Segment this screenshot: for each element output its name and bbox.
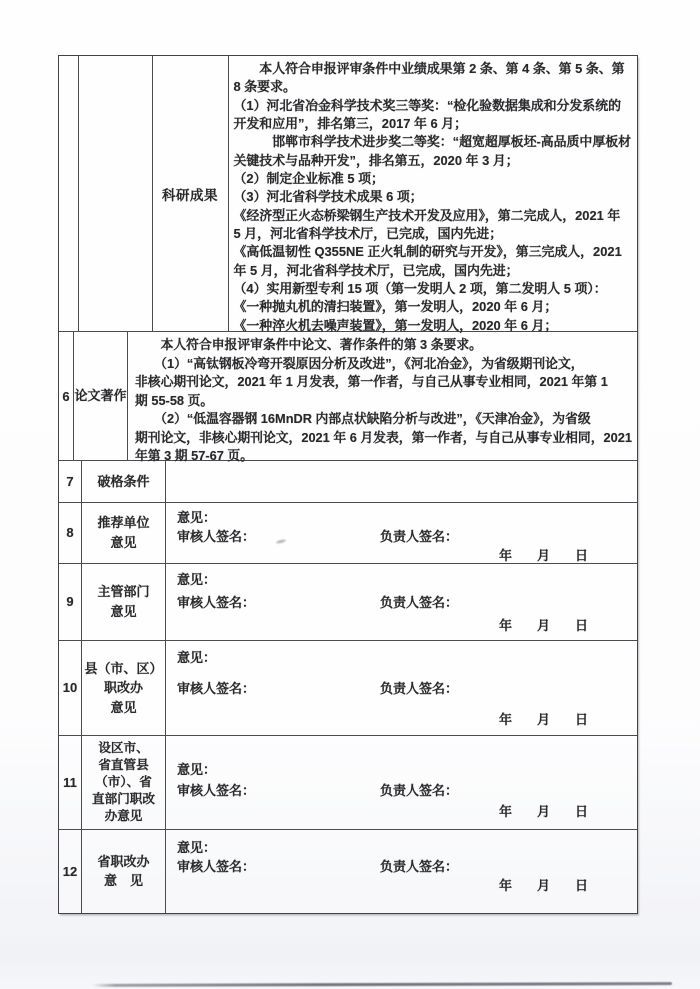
papers-row (59, 332, 637, 464)
text-line: 直部门职改 (92, 792, 155, 807)
text-line: （2）“低温容器钢 16MnDR 内部点状缺陷分析与改进”，《天津冶金》，为省级 (134, 411, 591, 427)
recommending-unit-opinion-content (166, 503, 637, 563)
responsible-signature-label: 负责人签名： (380, 783, 459, 799)
reviewer-signature-label: 审核人签名： (177, 594, 256, 610)
responsible-signature-label: 负责人签名： (380, 528, 459, 544)
opinion-label: 意见： (177, 571, 217, 587)
reviewer-signature-label: 审核人签名： (177, 783, 256, 799)
text-line: 《一种淬火机去噪声装置》，第一发明人，2020 年 6 月； (233, 317, 558, 333)
signature-line (166, 780, 637, 799)
date-day-label: 日 (574, 712, 588, 728)
date-day-label: 日 (574, 547, 588, 563)
date-day-label: 日 (574, 617, 588, 633)
text-line: （3）河北省科学技术成果 6 项； (233, 189, 423, 205)
text-line: （市）、省 (95, 775, 152, 790)
text-line: 职改办 (103, 680, 143, 696)
papers-content (128, 332, 637, 464)
provincial-office-opinion-row (59, 830, 637, 913)
text-line: 《高低温韧性 Q355NE 正火轧制的研究与开发》，第三完成人，2021 (233, 244, 622, 260)
row-number-cell: 10 (59, 641, 82, 736)
text-line: 8 条要求。 (233, 79, 296, 95)
date-month-label: 月 (536, 712, 550, 728)
text-line: 办意见 (104, 809, 143, 824)
text-line: 《经济型正火态桥梁钢生产技术开发及应用》，第二完成人，2021 年 (233, 207, 621, 223)
research-achievements-content (229, 56, 637, 331)
text-line: 省职改办 (97, 853, 150, 869)
text-line: 推荐单位 (97, 515, 150, 531)
reviewer-signature-label: 审核人签名： (177, 528, 256, 544)
date-day-label: 日 (574, 877, 588, 893)
date-line (166, 875, 637, 894)
row-number-cell: 9 (59, 564, 82, 640)
text-line: 年 5 月，河北省科学技术厅，已完成，国内先进； (233, 262, 519, 278)
signature-line (166, 856, 637, 875)
text-line: 关键技术与品种开发”，排名第五，2020 年 3 月； (233, 152, 519, 168)
text-line: 县（市、区） (84, 660, 163, 676)
county-office-opinion-content (166, 641, 637, 736)
date-year-label: 年 (498, 803, 512, 819)
text-line: （1）“高钛钢板冷弯开裂原因分析及改进”，《河北冶金》，为省级期刊论文， (134, 355, 584, 371)
text-line: 本人符合申报评审条件中论文、著作条件的第 3 条要求。 (134, 337, 482, 352)
text-line: 邯郸市科学技术进步奖二等奖：“超宽超厚板坯-高品质中厚板材 (233, 134, 631, 150)
empty-subcategory-cell (79, 56, 152, 331)
text-line: 意见 (110, 603, 137, 619)
city-province-office-opinion-label (82, 736, 166, 829)
recommending-unit-opinion-row (59, 503, 637, 564)
responsible-signature-label: 负责人签名： (380, 858, 459, 874)
row-number-cell: 8 (59, 503, 82, 563)
responsible-signature-label: 负责人签名： (380, 680, 459, 696)
reviewer-signature-label: 审核人签名： (177, 858, 256, 874)
opinion-label: 意见： (177, 649, 217, 665)
provincial-office-opinion-content (166, 830, 637, 913)
reviewer-signature-label: 审核人签名： (177, 680, 256, 696)
text-line: 开发和应用”，排名第三，2017 年 6 月； (233, 116, 468, 132)
text-line: 年第 3 期 57-67 页。 (134, 448, 254, 464)
exception-conditions-label: 破格条件 (82, 461, 166, 502)
county-office-opinion-label (82, 641, 166, 736)
text-line: （1）河北省冶金科学技术奖三等奖：“检化验数据集成和分发系统的 (233, 97, 621, 113)
date-line (166, 709, 637, 728)
text-line: 设区市、 (98, 741, 149, 756)
row-number-cell: 11 (59, 736, 82, 829)
county-office-opinion-row (59, 641, 637, 737)
provincial-office-opinion-label (82, 830, 166, 913)
opinion-label: 意见： (177, 839, 217, 855)
city-province-office-opinion-content (166, 736, 637, 829)
research-achievements-row (59, 56, 637, 332)
opinion-label: 意见： (177, 762, 217, 778)
date-year-label: 年 (498, 877, 512, 893)
date-year-label: 年 (498, 547, 512, 563)
date-month-label: 月 (536, 877, 550, 893)
date-month-label: 月 (536, 547, 550, 563)
date-month-label: 月 (536, 803, 550, 819)
recommending-unit-opinion-label (82, 503, 166, 563)
signature-line (166, 592, 637, 611)
text-line: 非核心期刊论文，2021 年 1 月发表，第一作者，与自己从事专业相同，2021 年第 1 (134, 374, 608, 390)
scan-page-edge (92, 982, 672, 987)
text-line: （2）制定企业标准 5 项； (233, 171, 384, 187)
responsible-signature-label: 负责人签名： (380, 594, 459, 610)
text-line: 期刊论文，非核心期刊论文，2021 年 6 月发表，第一作者，与自己从事专业相同，2021 (134, 429, 632, 445)
text-line: （4）实用新型专利 15 项（第一发明人 2 项，第二发明人 5 项）： (233, 281, 607, 297)
opinion-label: 意见： (177, 509, 217, 525)
row-number-cell: 7 (59, 461, 82, 502)
exception-conditions-row (59, 461, 637, 503)
text-line: 5 月，河北省科学技术厅，已完成，国内先进； (233, 226, 503, 242)
row-number-cell: 6 (59, 332, 74, 460)
signature-line (166, 526, 637, 545)
text-line: 期 55-58 页。 (134, 392, 214, 408)
date-year-label: 年 (498, 617, 512, 633)
date-month-label: 月 (536, 617, 550, 633)
supervising-department-opinion-content (166, 564, 637, 640)
date-line (166, 545, 637, 564)
text-line: 意见 (110, 534, 137, 550)
date-line (166, 615, 637, 634)
papers-label: 论文著作 (74, 332, 128, 460)
signature-line (166, 678, 637, 697)
supervising-department-opinion-row (59, 564, 637, 641)
date-year-label: 年 (498, 712, 512, 728)
city-province-office-opinion-row (59, 736, 637, 830)
date-day-label: 日 (574, 803, 588, 819)
evaluation-form-table (58, 55, 638, 914)
research-achievements-label: 科研成果 (153, 56, 229, 331)
text-line: 意 见 (103, 873, 143, 889)
text-line: 《一种抛丸机的清扫装置》，第一发明人，2020 年 6 月； (233, 299, 558, 315)
exception-conditions-content (166, 461, 637, 502)
row-number-cell: 12 (59, 830, 82, 913)
text-line: 本人符合申报评审条件中业绩成果第 2 条、第 4 条、第 5 条、第 (233, 61, 625, 76)
supervising-department-opinion-label (82, 564, 166, 640)
date-line (166, 801, 637, 820)
text-line: 主管部门 (97, 584, 150, 600)
text-line: 省直管县 (98, 758, 149, 773)
text-line: 意见 (110, 699, 137, 715)
row-number-cell (59, 56, 79, 331)
